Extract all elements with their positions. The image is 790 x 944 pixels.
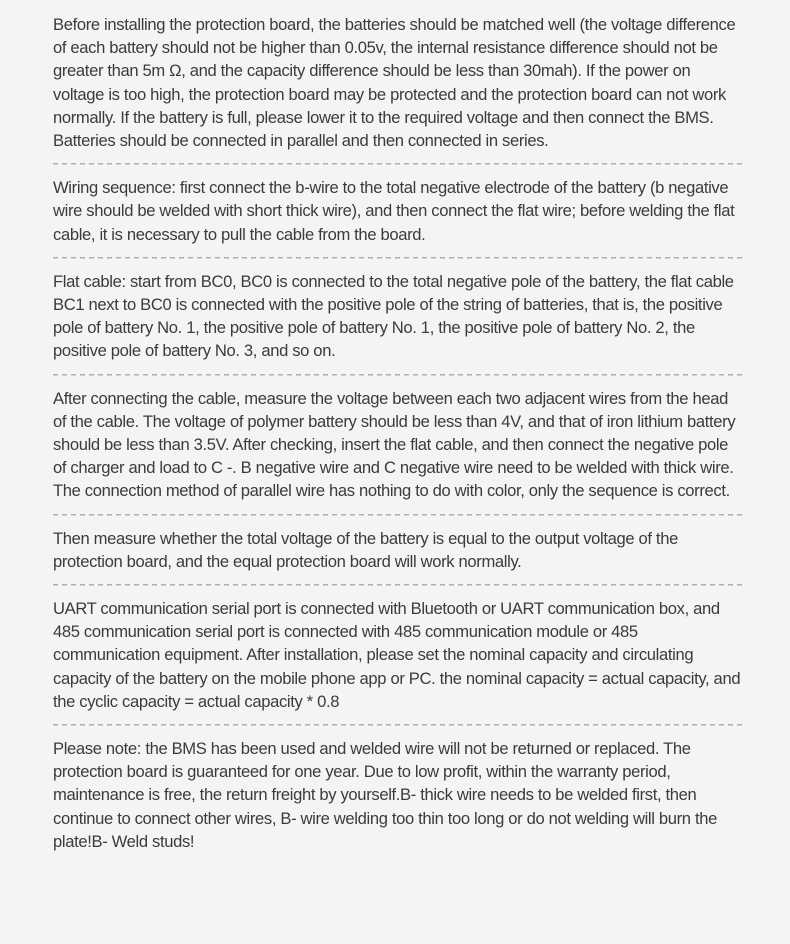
paragraph-uart-communication: UART communication serial port is connected with Bluetooth or UART communication box, and 485 communication serial port is connected with 485 communication module or 485 communication equipment. After installation, please set the nominal capacity and circulating capacity of the battery on the mobile phone app or PC. the nominal capacity = actual capacity, and the cyclic capacity = actual capacity * 0.8 <box>53 599 741 711</box>
dashed-divider <box>53 584 742 586</box>
paragraph-flat-cable: Flat cable: start from BC0, BC0 is connected to the total negative pole of the battery, the flat cable BC1 next to BC0 is connected with the positive pole of the string of batteries, that is, the positive pole of battery No. 1, the positive pole of battery No. 1, the positive pole of battery No. 2, the positive pole of battery No. 3, and so on. <box>53 271 734 361</box>
paragraph-wiring-sequence: Wiring sequence: first connect the b-wire to the total negative electrode of the battery (b negative wire should be welded with short thick wire), and then connect the flat wire; before welding the flat cable, it is necessary to pull the cable from the board. <box>53 178 735 244</box>
dashed-divider <box>53 163 742 165</box>
dashed-divider <box>53 724 742 726</box>
paragraph-voltage-check: After connecting the cable, measure the voltage between each two adjacent wires from the head of the cable. The voltage of polymer battery should be less than 4V, and that of iron lithium battery should be less than 3.5V. After checking, insert the flat cable, and then connect the negative pole of charger and load to C -. B negative wire and C negative wire need to be welded with thick wire. The connection method of parallel wire has nothing to do with color, only the sequence is correct. <box>53 388 736 501</box>
paragraph-warranty-note: Please note: the BMS has been used and welded wire will not be returned or replaced. The protection board is guaranteed for one year. Due to low profit, within the warranty period, maintenance is free, the return freight by yourself.B- thick wire needs to be welded first, then continue to connect other wires, B- wire welding too thin too long or do not welding will burn the plate!B- Weld studs! <box>53 739 717 851</box>
paragraph-battery-matching: Before installing the protection board, the batteries should be matched well (the voltage difference of each battery should not be higher than 0.05v, the internal resistance difference should not be greater than 5m Ω, and the capacity difference should be less than 30mah). If the power on voltage is too high, the protection board may be protected and the protection board can not work normally. If the battery is full, please lower it to the required voltage and then connect the BMS. Batteries should be connected in parallel and then connected in series. <box>53 15 736 151</box>
dashed-divider <box>53 257 742 259</box>
dashed-divider <box>53 514 742 516</box>
dashed-divider <box>53 374 742 376</box>
paragraph-total-voltage: Then measure whether the total voltage of the battery is equal to the output voltage of the protection board, and the equal protection board will work normally. <box>53 528 678 571</box>
